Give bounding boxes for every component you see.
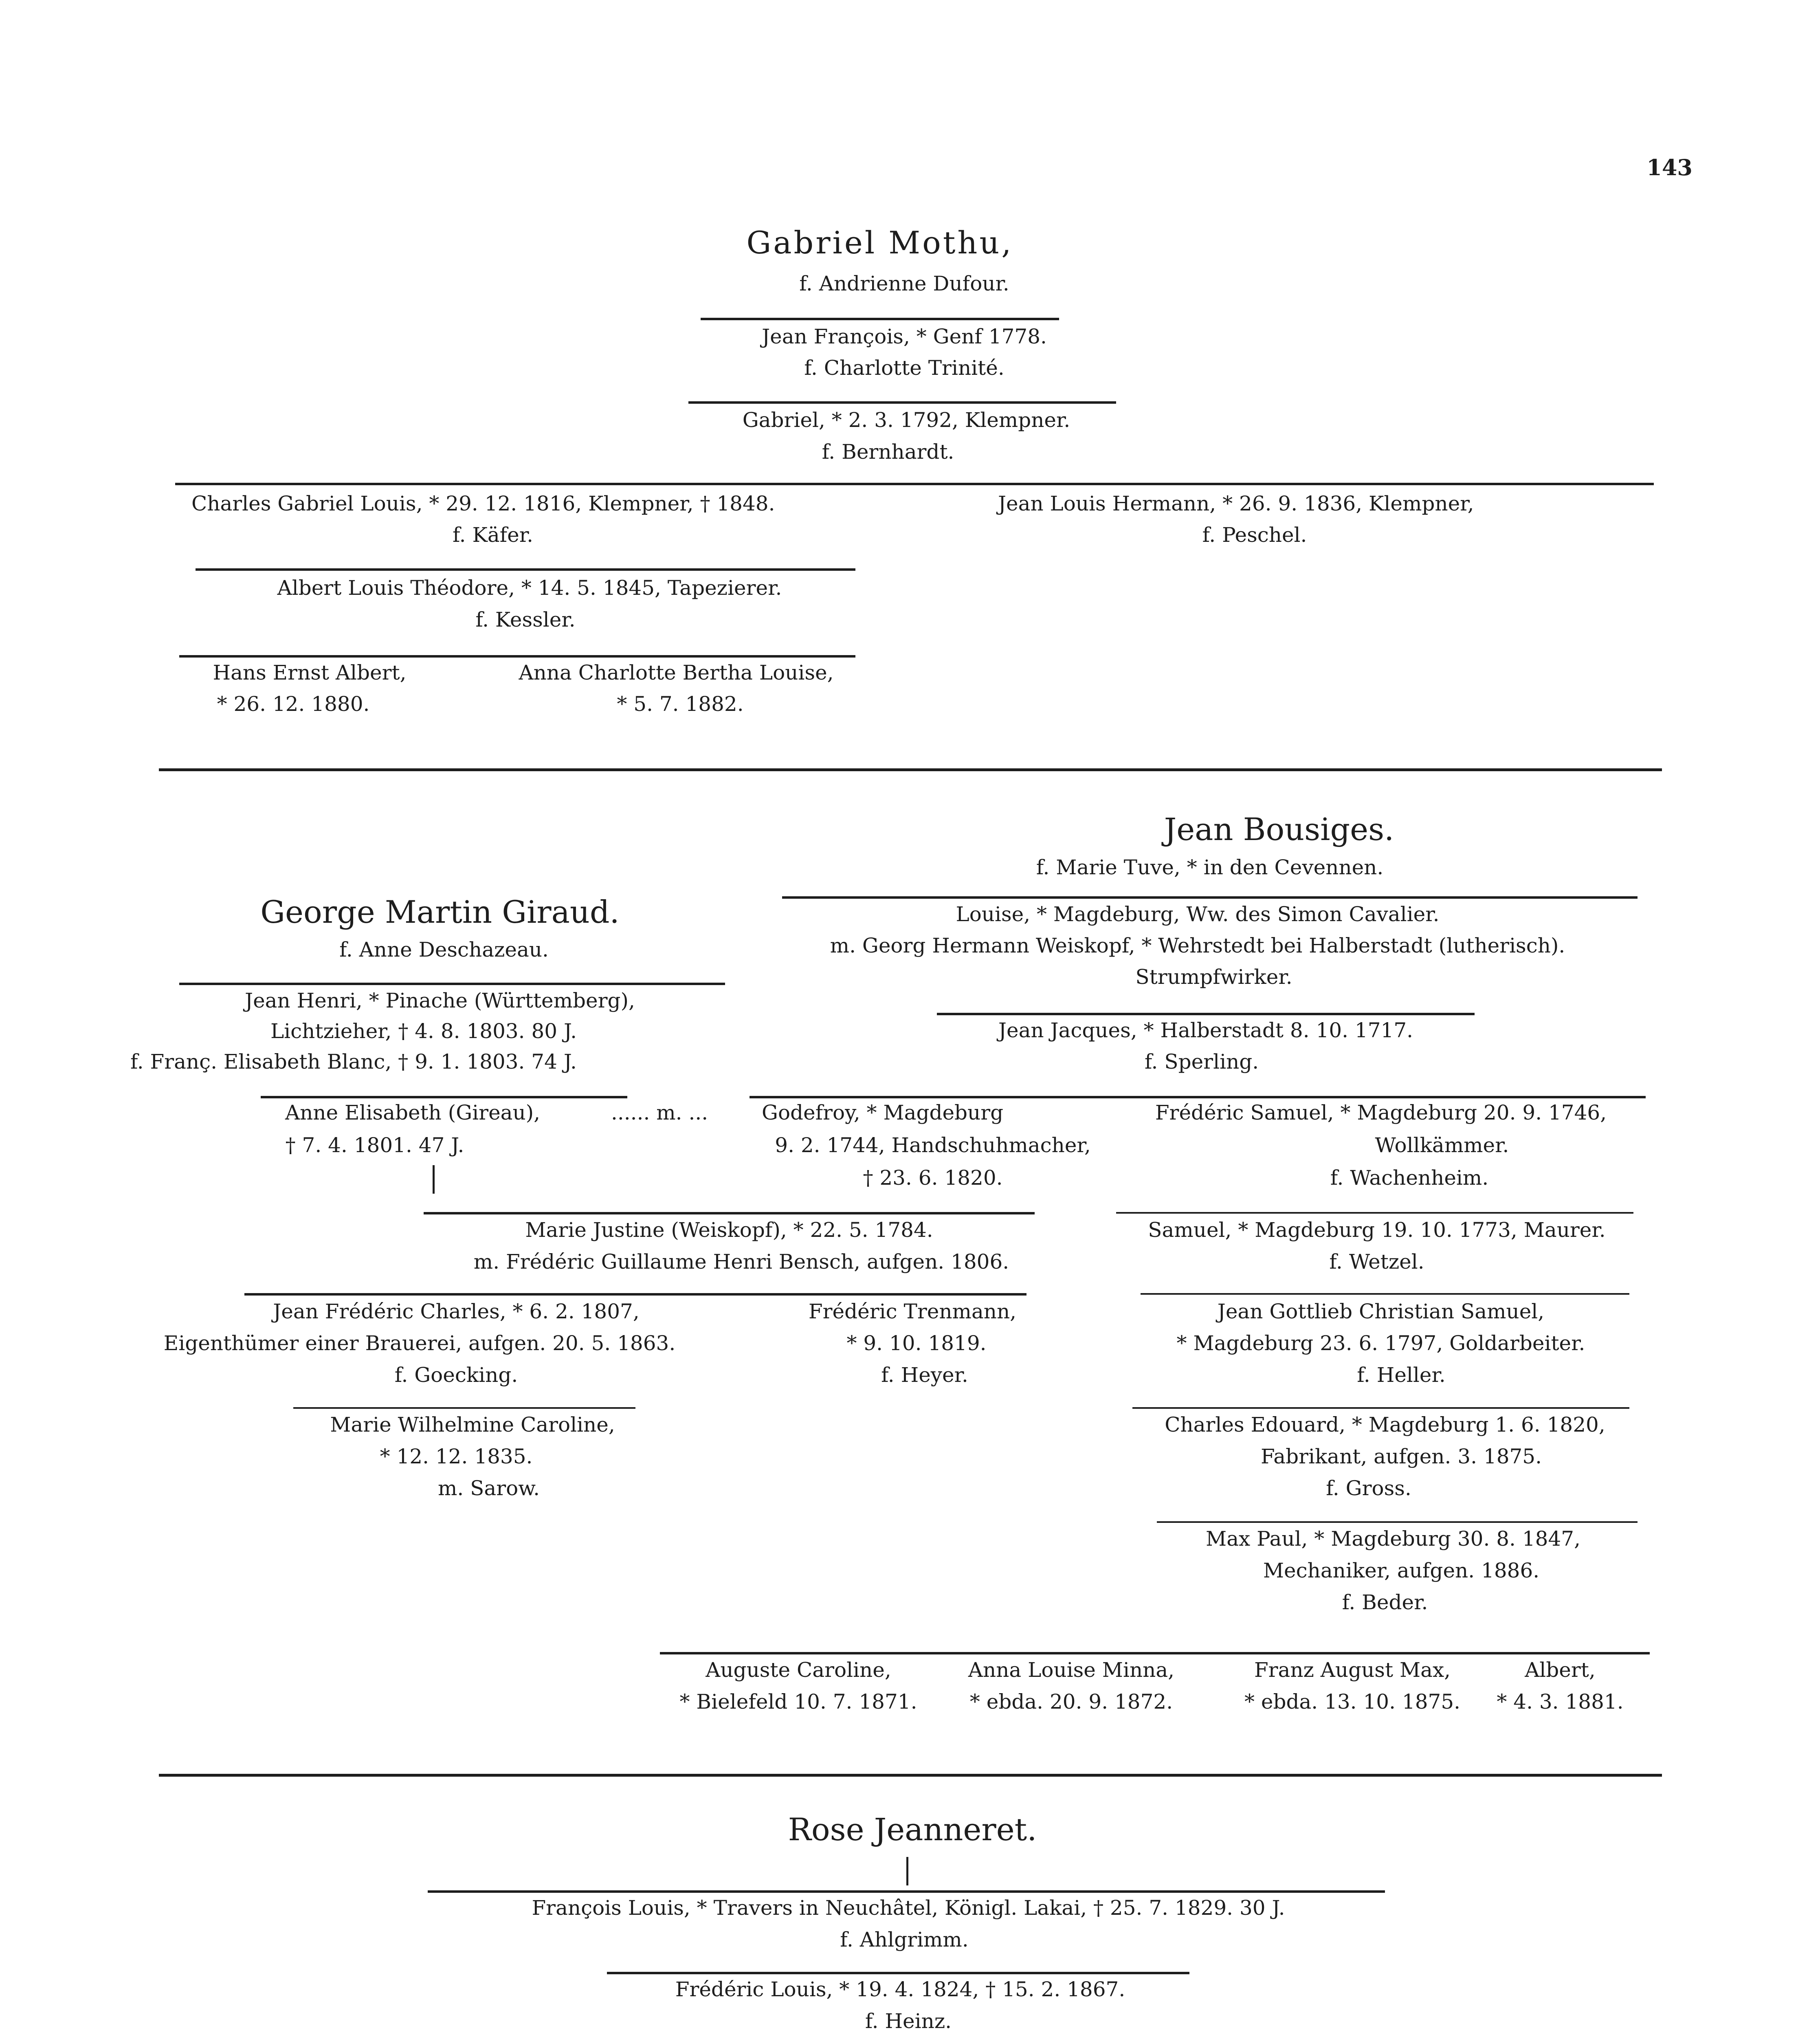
- generation-bracket: [428, 1890, 1385, 1893]
- generation-bracket: [1157, 1521, 1638, 1523]
- child-entry: Anna Charlotte Bertha Louise,: [519, 661, 834, 684]
- generation-bracket: [175, 483, 1654, 485]
- family-head-name: Jean Bousiges.: [1164, 811, 1394, 847]
- person-entry: Albert Louis Théodore, * 14. 5. 1845, Tapezierer.: [277, 576, 782, 600]
- generation-bracket: [1116, 1212, 1633, 1214]
- child-birth: * 26. 12. 1880.: [217, 692, 370, 716]
- marriage-dots: ...... m. ...: [611, 1101, 708, 1124]
- child-entry: Albert,: [1525, 1658, 1596, 1682]
- section-divider: [159, 768, 1662, 771]
- person-spouse: f. Heller.: [1357, 1363, 1446, 1387]
- child-birth: * ebda. 13. 10. 1875.: [1244, 1690, 1461, 1714]
- person-occupation: Wollkämmer.: [1375, 1133, 1509, 1157]
- child-birth: * ebda. 20. 9. 1872.: [969, 1690, 1173, 1714]
- person-spouse: f. Wetzel.: [1329, 1250, 1424, 1274]
- person-entry: Marie Justine (Weiskopf), * 22. 5. 1784.: [525, 1218, 933, 1242]
- person-entry: Anne Elisabeth (Gireau),: [285, 1101, 541, 1124]
- child-entry: Franz August Max,: [1254, 1658, 1451, 1682]
- person-entry: Frédéric Samuel, * Magdeburg 20. 9. 1746,: [1155, 1101, 1607, 1124]
- person-marriage: m. Georg Hermann Weiskopf, * Wehrstedt bei Halberstadt (lutherisch).: [830, 934, 1565, 957]
- generation-bracket: [179, 983, 725, 985]
- person-entry-detail: Fabrikant, aufgen. 3. 1875.: [1260, 1445, 1542, 1468]
- generation-bracket: [293, 1407, 635, 1409]
- child-birth: * 4. 3. 1881.: [1497, 1690, 1624, 1714]
- person-spouse: f. Goecking.: [394, 1363, 518, 1387]
- person-spouse: f. Kessler.: [475, 608, 576, 631]
- person-death: † 23. 6. 1820.: [863, 1166, 1003, 1190]
- person-spouse: f. Gross.: [1326, 1476, 1411, 1500]
- person-spouse: f. Beder.: [1342, 1590, 1428, 1614]
- person-entry: Charles Edouard, * Magdeburg 1. 6. 1820,: [1165, 1413, 1605, 1436]
- person-entry: Charles Gabriel Louis, * 29. 12. 1816, Klempner, † 1848.: [191, 492, 775, 515]
- family-head-spouse: f. Marie Tuve, * in den Cevennen.: [1036, 856, 1384, 879]
- person-spouse: f. Heyer.: [881, 1363, 968, 1387]
- person-spouse: f. Ahlgrimm.: [840, 1928, 969, 1951]
- person-marriage: m. Sarow.: [437, 1476, 540, 1500]
- person-death: † 7. 4. 1801. 47 J.: [285, 1133, 464, 1157]
- person-entry-detail: 9. 2. 1744, Handschuhmacher,: [775, 1133, 1091, 1157]
- generation-bracket: [937, 1013, 1475, 1015]
- person-marriage: m. Frédéric Guillaume Henri Bensch, aufgen. 1806.: [473, 1250, 1009, 1274]
- child-entry: Auguste Caroline,: [706, 1658, 891, 1682]
- descent-line: [433, 1165, 435, 1194]
- person-spouse: f. Charlotte Trinité.: [804, 356, 1005, 380]
- person-entry: Max Paul, * Magdeburg 30. 8. 1847,: [1206, 1527, 1580, 1551]
- person-spouse: f. Bernhardt.: [822, 440, 954, 464]
- generation-bracket: [1132, 1407, 1629, 1409]
- person-occupation: Strumpfwirker.: [1135, 965, 1292, 989]
- generation-bracket: [196, 568, 855, 571]
- page-number: 143: [1646, 154, 1693, 180]
- person-spouse: f. Wachenheim.: [1330, 1166, 1489, 1190]
- person-entry: Jean François, * Genf 1778.: [762, 325, 1047, 348]
- person-spouse: f. Käfer.: [452, 523, 534, 547]
- generation-bracket: [688, 401, 1116, 404]
- person-birth: * 12. 12. 1835.: [380, 1445, 533, 1468]
- person-entry: Marie Wilhelmine Caroline,: [330, 1413, 615, 1436]
- section-divider: [159, 1774, 1662, 1777]
- generation-bracket: [750, 1096, 1646, 1098]
- family-head-name: George Martin Giraud.: [260, 894, 620, 930]
- person-entry: Jean Frédéric Charles, * 6. 2. 1807,: [273, 1300, 640, 1323]
- child-entry: Hans Ernst Albert,: [213, 661, 407, 684]
- person-entry-detail: Mechaniker, aufgen. 1886.: [1263, 1559, 1540, 1582]
- person-entry: François Louis, * Travers in Neuchâtel, Königl. Lakai, † 25. 7. 1829. 30 J.: [532, 1896, 1285, 1920]
- person-spouse: f. Franç. Elisabeth Blanc, † 9. 1. 1803. 74 J.: [130, 1050, 577, 1073]
- person-entry: Louise, * Magdeburg, Ww. des Simon Cavalier.: [956, 902, 1440, 926]
- family-head-spouse: f. Anne Deschazeau.: [339, 938, 549, 961]
- family-head-name: Rose Jeanneret.: [788, 1811, 1037, 1848]
- family-head-spouse: f. Andrienne Dufour.: [799, 272, 1009, 295]
- person-entry: Jean Gottlieb Christian Samuel,: [1217, 1300, 1545, 1323]
- generation-bracket: [179, 655, 855, 658]
- person-birth: * 9. 10. 1819.: [846, 1331, 987, 1355]
- child-entry: Anna Louise Minna,: [968, 1658, 1175, 1682]
- generation-bracket: [1141, 1293, 1629, 1295]
- person-entry: Gabriel, * 2. 3. 1792, Klempner.: [742, 408, 1070, 432]
- person-entry: Jean Louis Hermann, * 26. 9. 1836, Klempner,: [998, 492, 1474, 515]
- person-entry-detail: * Magdeburg 23. 6. 1797, Goldarbeiter.: [1176, 1331, 1585, 1355]
- generation-bracket: [244, 1293, 1026, 1296]
- person-entry: Samuel, * Magdeburg 19. 10. 1773, Maurer.: [1148, 1218, 1606, 1242]
- child-birth: * Bielefeld 10. 7. 1871.: [679, 1690, 917, 1714]
- person-entry: Jean Henri, * Pinache (Württemberg),: [245, 989, 635, 1012]
- person-entry: Frédéric Trenmann,: [808, 1300, 1017, 1323]
- person-spouse: f. Peschel.: [1202, 523, 1307, 547]
- person-entry: Godefroy, * Magdeburg: [762, 1101, 1004, 1124]
- person-entry: Frédéric Louis, * 19. 4. 1824, † 15. 2. 1867.: [675, 1978, 1125, 2001]
- generation-bracket: [261, 1096, 627, 1098]
- child-birth: * 5. 7. 1882.: [617, 692, 744, 716]
- generation-bracket: [424, 1212, 1035, 1214]
- generation-bracket: [660, 1652, 1650, 1654]
- generation-bracket: [701, 318, 1059, 320]
- descent-line: [906, 1857, 908, 1885]
- person-entry-detail: Eigenthümer einer Brauerei, aufgen. 20. 5. 1863.: [163, 1331, 676, 1355]
- person-entry-detail: Lichtzieher, † 4. 8. 1803. 80 J.: [270, 1019, 577, 1043]
- person-spouse: f. Sperling.: [1144, 1050, 1259, 1073]
- generation-bracket: [607, 1972, 1189, 1974]
- generation-bracket: [782, 896, 1638, 899]
- person-spouse: f. Heinz.: [865, 2009, 952, 2033]
- person-entry: Jean Jacques, * Halberstadt 8. 10. 1717.: [998, 1018, 1413, 1042]
- family-head-name: Gabriel Mothu,: [746, 224, 1013, 261]
